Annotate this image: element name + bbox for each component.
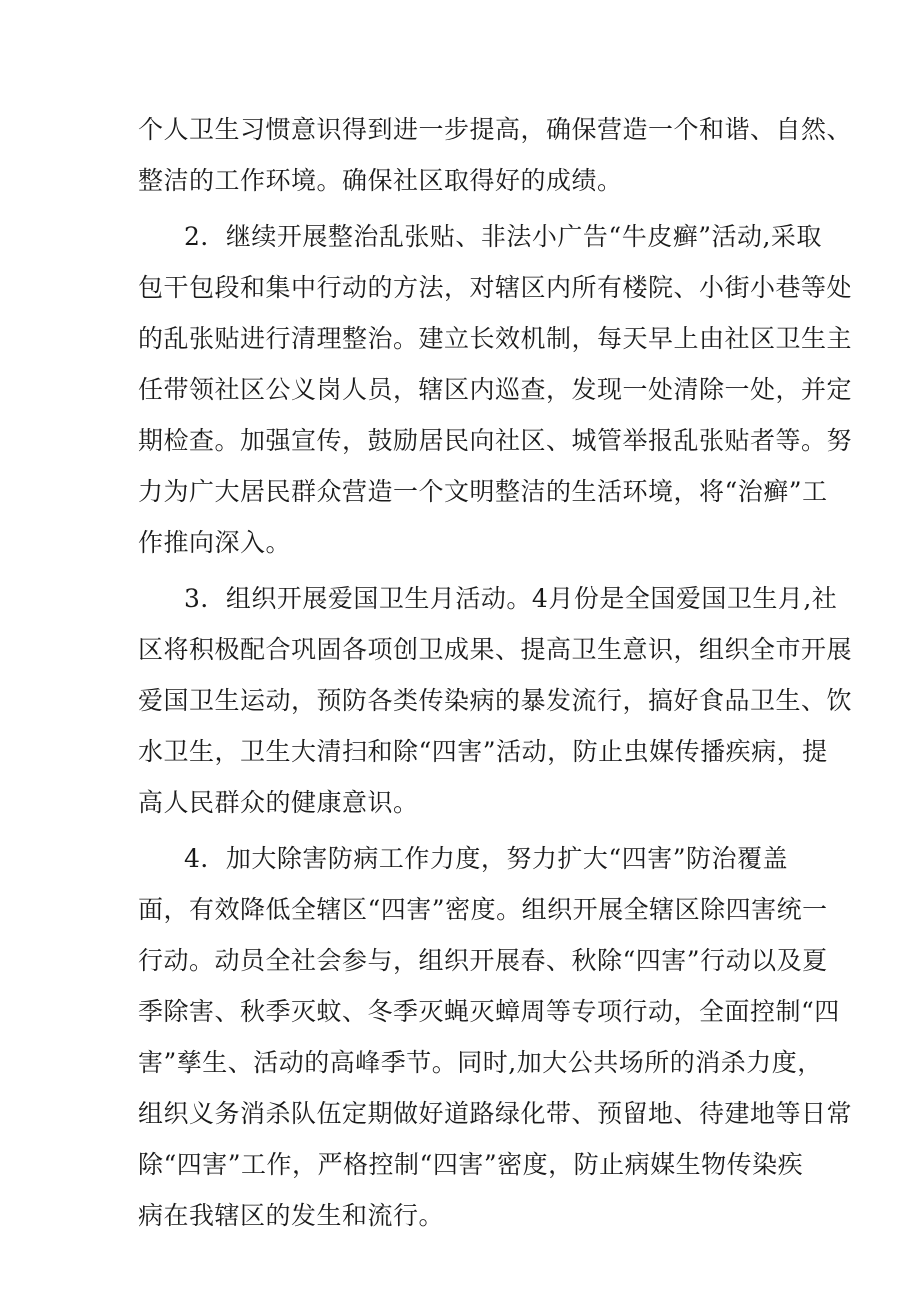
paragraph-4-line-2: 面，有效降低全辖区“四害”密度。组织开展全辖区除四害统一 <box>138 895 828 924</box>
paragraph-3-line-4: 水卫生，卫生大清扫和除“四害”活动，防止虫媒传播疾病，提 <box>138 737 828 766</box>
paragraph-4-line-8: 病在我辖区的发生和流行。 <box>138 1201 445 1230</box>
paragraph-2-line-7: 作推向深入。 <box>138 528 292 557</box>
paragraph-4-line-7: 除“四害”工作，严格控制“四害”密度，防止病媒生物传染疾 <box>138 1150 804 1179</box>
paragraph-2-line-1: 2．继续开展整治乱张贴、非法小广告“牛皮癣”活动,采取 <box>184 222 822 251</box>
paragraph-2-line-5: 期检查。加强宣传，鼓励居民向社区、城管举报乱张贴者等。努 <box>138 426 853 455</box>
paragraph-2-line-3: 的乱张贴进行清理整治。建立长效机制，每天早上由社区卫生主 <box>138 324 853 353</box>
paragraph-4-line-1: 4．加大除害防病工作力度，努力扩大“四害”防治覆盖 <box>184 844 788 873</box>
paragraph-4-line-6: 组织义务消杀队伍定期做好道路绿化带、预留地、待建地等日常 <box>138 1099 853 1128</box>
paragraph-3-line-3: 爱国卫生运动，预防各类传染病的暴发流行，搞好食品卫生、饮 <box>138 686 853 715</box>
paragraph-4-line-3: 行动。动员全社会参与，组织开展春、秋除“四害”行动以及夏 <box>138 946 828 975</box>
paragraph-2-line-2: 包干包段和集中行动的方法，对辖区内所有楼院、小街小巷等处 <box>138 273 853 302</box>
paragraph-4-line-4: 季除害、秋季灭蚊、冬季灭蝇灭蟑周等专项行动，全面控制“四 <box>138 997 840 1026</box>
paragraph-3-line-2: 区将积极配合巩固各项创卫成果、提高卫生意识，组织全市开展 <box>138 635 853 664</box>
paragraph-2-line-6: 力为广大居民群众营造一个文明整洁的生活环境，将“治癣”工 <box>138 477 828 506</box>
paragraph-continuation-line-2: 整洁的工作环境。确保社区取得好的成绩。 <box>138 166 623 195</box>
paragraph-4-line-5: 害”孳生、活动的高峰季节。同时,加大公共场所的消杀力度， <box>138 1048 823 1077</box>
paragraph-continuation-line-1: 个人卫生习惯意识得到进一步提高，确保营造一个和谐、自然、 <box>138 115 853 144</box>
paragraph-3-line-5: 高人民群众的健康意识。 <box>138 788 419 817</box>
paragraph-2-line-4: 任带领社区公义岗人员，辖区内巡查，发现一处清除一处，并定 <box>138 375 853 404</box>
paragraph-3-line-1: 3．组织开展爱国卫生月活动。4月份是全国爱国卫生月,社 <box>184 584 838 613</box>
